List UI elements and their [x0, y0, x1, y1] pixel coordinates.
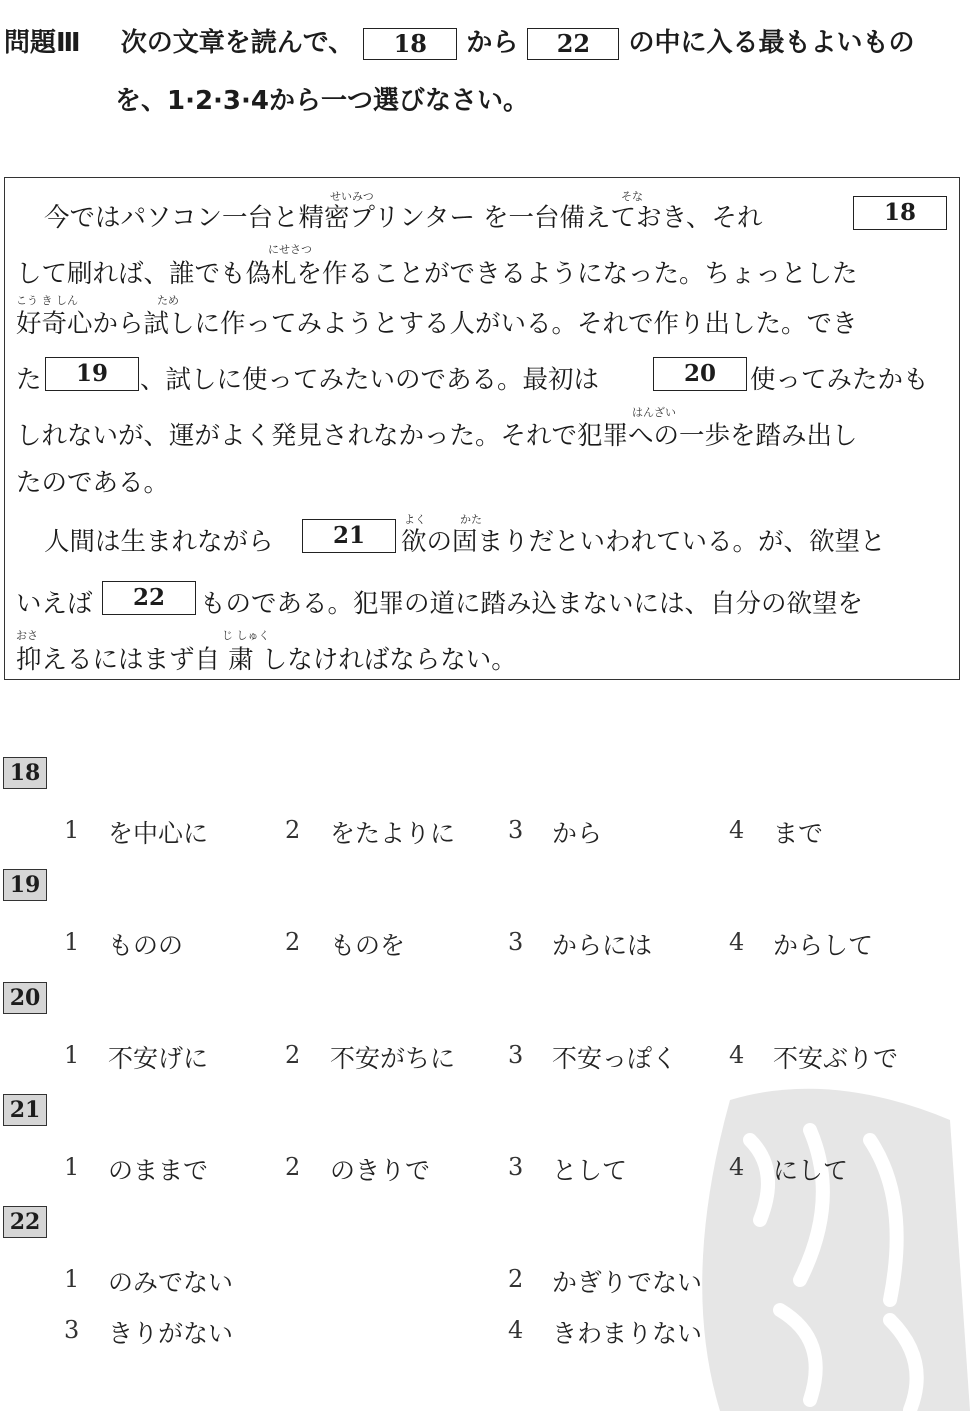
passage-line-7b: 欲の固まりだといわれている。が、欲望と — [401, 527, 886, 557]
option-text[interactable]: を中心に — [108, 819, 209, 848]
option-number: 1 — [64, 1153, 80, 1181]
option-number: 3 — [508, 928, 524, 956]
passage-line-5: しれないが、運がよく発見されなかった。それで犯罪への一歩を踏み出し — [16, 421, 858, 451]
option-text[interactable]: 不安っぽく — [552, 1044, 678, 1073]
blank-18: 18 — [853, 196, 947, 230]
option-number: 2 — [508, 1265, 524, 1293]
question-number-19: 19 — [3, 869, 47, 901]
instruction-text: 次の文章を読んで、 — [120, 28, 355, 58]
instruction-text-tail: の中に入る最もよいもの — [628, 28, 915, 58]
passage-line-9: 抑えるにはまず自 粛 しなければならない。 — [16, 645, 517, 675]
option-text[interactable]: ものの — [108, 931, 184, 960]
question-number-18: 18 — [3, 757, 47, 789]
blank-19: 19 — [45, 357, 139, 391]
option-number: 1 — [64, 1265, 80, 1293]
section-label: 問題Ⅲ — [4, 28, 81, 58]
passage-line-4a: た — [16, 365, 42, 395]
ruby-koukishin: こう き しん — [16, 294, 78, 307]
blank-20: 20 — [653, 357, 747, 391]
passage-line-4c: 使ってみたかも — [750, 365, 929, 395]
option-number: 4 — [508, 1316, 524, 1344]
option-number: 4 — [729, 1041, 745, 1069]
option-number: 2 — [285, 1153, 301, 1181]
option-text[interactable]: 不安げに — [108, 1044, 209, 1073]
option-text[interactable]: 不安ぶりで — [773, 1044, 899, 1073]
option-number: 3 — [508, 1041, 524, 1069]
option-text[interactable]: のままで — [108, 1156, 209, 1185]
option-number: 3 — [508, 816, 524, 844]
passage-line-3: 好奇心から試しに作ってみようとする人がいる。それで作り出した。でき — [16, 309, 858, 339]
ruby-hanzai: はんざい — [632, 406, 676, 419]
passage-text: 今ではパソコン一台と精密プリンター を一台備えておき、それ — [44, 203, 763, 233]
ruby-sona: そな — [621, 190, 643, 203]
passage-line-6: たのである。 — [16, 468, 170, 498]
ruby-yoku: よく — [404, 513, 426, 526]
ruby-seimitsu: せいみつ — [330, 190, 374, 203]
option-number: 4 — [729, 928, 745, 956]
blank-21: 21 — [302, 519, 396, 553]
option-text[interactable]: からには — [552, 931, 653, 960]
option-text[interactable]: 不安がちに — [330, 1044, 456, 1073]
option-number: 2 — [285, 816, 301, 844]
instruction-text-kara: から — [466, 28, 519, 58]
option-number: 1 — [64, 928, 80, 956]
watermark-seal — [690, 1080, 970, 1411]
option-number: 3 — [64, 1316, 80, 1344]
option-text[interactable]: まで — [773, 819, 824, 848]
option-text[interactable]: からして — [773, 931, 874, 960]
range-start-box: 18 — [363, 28, 457, 60]
option-number: 1 — [64, 816, 80, 844]
option-number: 4 — [729, 1153, 745, 1181]
passage-line-1 — [44, 198, 763, 234]
option-text[interactable]: のみでない — [108, 1268, 234, 1297]
option-text[interactable]: にして — [773, 1156, 849, 1185]
option-text[interactable]: のきりで — [330, 1156, 431, 1185]
question-header — [4, 22, 914, 60]
option-text[interactable]: から — [552, 819, 603, 848]
question-number-22: 22 — [3, 1206, 47, 1238]
passage-line-4b: 、試しに使ってみたいのである。最初は — [140, 365, 600, 395]
option-number: 2 — [285, 1041, 301, 1069]
ruby-nisesatsu: にせさつ — [268, 243, 312, 256]
ruby-tame: ため — [157, 294, 179, 307]
passage-line-2: して刷れば、誰でも偽札を作ることができるようになった。ちょっとした — [16, 259, 858, 289]
option-text[interactable]: ものを — [330, 931, 406, 960]
option-number: 4 — [729, 816, 745, 844]
ruby-jishuku: じ しゅく — [222, 629, 270, 642]
ruby-osa: おさ — [16, 629, 38, 642]
option-text[interactable]: きわまりない — [552, 1319, 703, 1348]
option-text[interactable]: きりがない — [108, 1319, 234, 1348]
question-number-20: 20 — [3, 982, 47, 1014]
option-text[interactable]: かぎりでない — [552, 1268, 703, 1297]
option-number: 3 — [508, 1153, 524, 1181]
passage-line-8a: いえば — [16, 589, 93, 619]
passage-line-7a: 人間は生まれながら — [44, 527, 274, 557]
range-end-box: 22 — [527, 28, 619, 60]
passage-line-8b: ものである。犯罪の道に踏み込まないには、自分の欲望を — [200, 589, 864, 619]
blank-22: 22 — [102, 581, 196, 615]
option-text[interactable]: をたよりに — [330, 819, 456, 848]
option-number: 2 — [285, 928, 301, 956]
question-number-21: 21 — [3, 1094, 47, 1126]
option-text[interactable]: として — [552, 1156, 628, 1185]
ruby-kata: かた — [460, 513, 482, 526]
instruction-line-2: を、1·2·3·4から一つ選びなさい。 — [115, 86, 529, 116]
option-number: 1 — [64, 1041, 80, 1069]
